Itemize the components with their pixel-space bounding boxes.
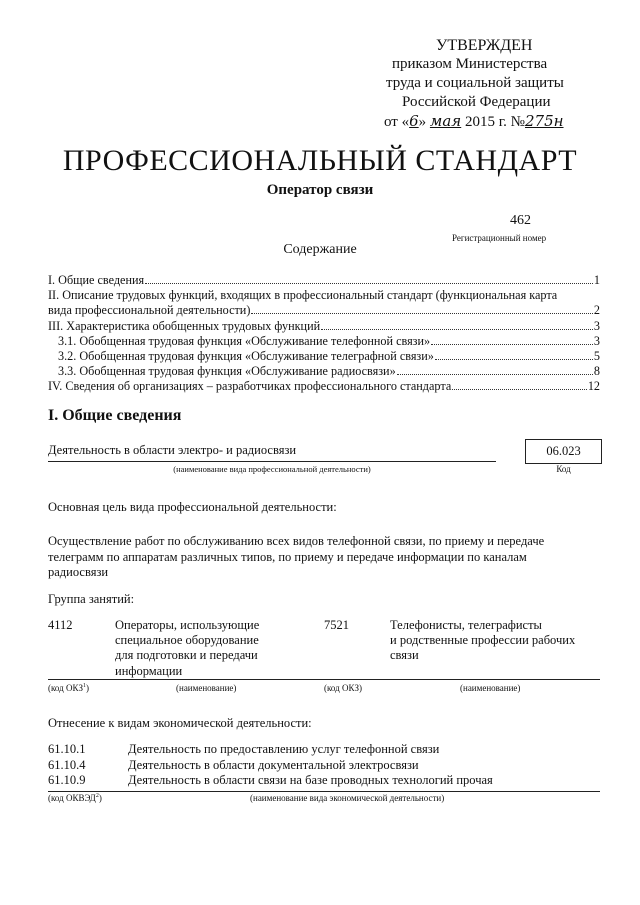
toc-entry-text: II. Описание трудовых функций, входящих в профессиональный стандарт (функциональная карта — [48, 288, 558, 303]
occupation-code: 4112 — [48, 618, 73, 632]
approval-date-line — [384, 112, 614, 132]
toc-entry[interactable] — [48, 319, 600, 334]
toc-leader — [431, 344, 593, 345]
okved-code: 61.10.4 — [48, 757, 86, 772]
toc-leader — [397, 374, 593, 375]
occupation-code: 7521 — [324, 618, 349, 632]
activity-underline — [48, 461, 496, 462]
toc-entry-page: 5 — [593, 349, 600, 364]
approval-line-federation: Российской Федерации — [402, 94, 551, 110]
occupation-name-line: и родственные профессии рабочих — [390, 633, 576, 648]
occupation-name — [115, 618, 259, 679]
okz-code-caption: (код ОКЗ) — [324, 683, 362, 693]
toc-entry-page: 12 — [587, 379, 600, 394]
okved-code-caption: (код ОКВЭД$^2$) — [48, 793, 102, 803]
footnote-marker: 2 — [95, 793, 99, 799]
goal-text — [48, 534, 608, 581]
occupation-name — [390, 618, 575, 664]
toc-entry-page: 2 — [593, 303, 600, 318]
date-day-handwritten: 6 — [409, 112, 419, 130]
standard-subtitle: Оператор связи — [266, 182, 374, 198]
toc-entry-text: I. Общие сведения — [48, 273, 145, 287]
footnote-marker: 1 — [83, 683, 86, 689]
section-title-general: I. Общие сведения — [48, 407, 182, 424]
date-year: 2015 г. № — [461, 114, 525, 130]
okved-row — [48, 742, 493, 758]
toc-leader — [435, 359, 593, 360]
okved-underline — [48, 791, 600, 792]
okz-code-caption-text: (код ОКЗ — [48, 683, 83, 693]
occupation-name-line: Операторы, использующие — [115, 618, 260, 632]
toc-entry-text: III. Характеристика обобщенных трудовых функций — [48, 318, 321, 333]
occupation-underline — [48, 679, 600, 680]
occupation-name-line: связи — [390, 648, 419, 663]
okved-list — [48, 742, 493, 789]
toc-entry-page: 1 — [593, 273, 600, 287]
toc-entry[interactable] — [48, 364, 600, 379]
toc-entry-page: 3 — [593, 318, 600, 333]
table-of-contents — [48, 273, 600, 395]
toc-entry-page: 3 — [593, 333, 600, 348]
toc-entry[interactable] — [48, 349, 600, 364]
okved-row — [48, 773, 493, 789]
occupation-name-caption: (наименование) — [176, 683, 237, 693]
toc-heading: Содержание — [283, 242, 357, 257]
toc-leader — [145, 283, 593, 284]
toc-entry-text: 3.3. Обобщенная трудовая функция «Обслуживание радиосвязи» — [58, 364, 396, 379]
toc-entry-text: 3.1. Обобщенная трудовая функция «Обслуживание телефонной связи» — [58, 333, 431, 348]
occupation-name-line: специальное оборудование — [115, 633, 259, 648]
approval-line-ministry: приказом Министерства — [392, 56, 548, 72]
toc-entry[interactable] — [48, 379, 600, 394]
toc-entry[interactable] — [48, 334, 600, 349]
occupation-name-line: для подготовки и передачи — [115, 648, 258, 663]
okved-row — [48, 758, 493, 774]
standard-title: ПРОФЕССИОНАЛЬНЫЙ СТАНДАРТ — [62, 144, 578, 177]
approval-stamp — [384, 36, 614, 132]
toc-entry[interactable] — [48, 273, 600, 288]
okved-name: Деятельность по предоставлению услуг телефонной связи — [128, 742, 440, 756]
approval-line-labor: труда и социальной защиты — [386, 75, 564, 91]
activity-name: Деятельность в области электро- и радиосвязи — [48, 443, 297, 457]
econ-activity-label: Отнесение к видам экономической деятельности: — [48, 716, 312, 730]
activity-caption: (наименование вида профессиональной деятельности) — [173, 464, 371, 474]
toc-entry-text: 3.2. Обобщенная трудовая функция «Обслуживание телеграфной связи» — [58, 349, 434, 364]
approval-heading: УТВЕРЖДЕН — [436, 37, 533, 54]
okved-name: Деятельность в области связи на базе проводных технологий прочая — [128, 773, 493, 787]
toc-leader — [452, 389, 587, 390]
okved-code-caption-text: (код ОКВЭД — [48, 793, 96, 803]
registration-number: 462 — [510, 213, 531, 228]
goal-line: радиосвязи — [48, 565, 109, 579]
toc-entry-page: 8 — [593, 364, 600, 379]
occupation-name-caption: (наименование) — [460, 683, 521, 693]
okved-code: 61.10.9 — [48, 773, 86, 787]
activity-code-box: 06.023 — [525, 439, 602, 464]
toc-entry-continuation[interactable] — [48, 303, 600, 318]
date-month-handwritten: мая — [429, 112, 462, 130]
goal-line: Осуществление работ по обслуживанию всех видов телефонной связи, по приему и передаче — [48, 534, 545, 548]
occupation-name-line: информации — [115, 663, 183, 678]
toc-leader — [251, 313, 593, 314]
toc-leader — [321, 329, 593, 330]
date-prefix: от « — [384, 114, 410, 130]
goal-label: Основная цель вида профессиональной деятельности: — [48, 500, 337, 514]
okved-name-caption: (наименование вида экономической деятельности) — [250, 793, 445, 803]
goal-line: телеграмм по аппаратам различных типов, по приему и передаче информации по каналам — [48, 549, 527, 564]
order-number-handwritten: 275н — [525, 112, 564, 130]
toc-entry[interactable] — [48, 288, 600, 303]
okved-name: Деятельность в области документальной электросвязи — [128, 757, 419, 772]
code-caption: Код — [556, 464, 571, 474]
toc-entry-text: IV. Сведения об организациях – разработчиках профессионального стандарта — [48, 379, 452, 394]
okved-code: 61.10.1 — [48, 742, 86, 756]
registration-number-label: Регистрационный номер — [452, 233, 547, 243]
group-label: Группа занятий: — [48, 592, 135, 606]
occupation-name-line: Телефонисты, телеграфисты — [390, 618, 542, 632]
toc-entry-text: вида профессиональной деятельности) — [48, 303, 251, 318]
date-mid: » — [418, 114, 430, 130]
okz-code-caption: (код ОКЗ$^1$) — [48, 683, 89, 693]
